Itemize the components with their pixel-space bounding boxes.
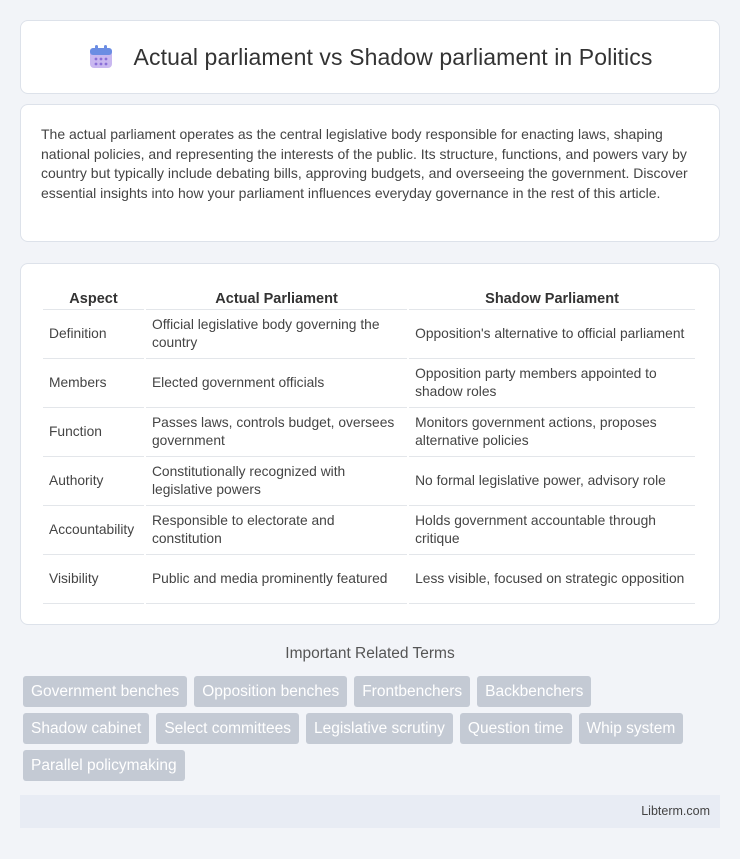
table-row	[43, 506, 695, 555]
aspect-cell: Members	[43, 359, 144, 408]
related-term-tag[interactable]: Select committees	[156, 713, 299, 744]
related-term-tag[interactable]: Frontbenchers	[354, 676, 470, 707]
related-terms-list	[23, 676, 723, 787]
related-terms-title: Important Related Terms	[285, 645, 455, 662]
related-term-tag[interactable]: Backbenchers	[477, 676, 591, 707]
footer-site-link[interactable]: Libterm.com	[641, 804, 710, 818]
actual-cell: Responsible to electorate and constitution	[146, 506, 407, 555]
actual-cell: Official legislative body governing the country	[146, 310, 407, 359]
actual-cell: Elected government officials	[146, 359, 407, 408]
related-term-tag[interactable]: Shadow cabinet	[23, 713, 149, 744]
shadow-cell: Holds government accountable through critique	[409, 506, 695, 555]
related-term-tag[interactable]: Opposition benches	[194, 676, 347, 707]
actual-cell: Constitutionally recognized with legislative powers	[146, 457, 407, 506]
aspect-cell: Accountability	[43, 506, 144, 555]
aspect-cell: Visibility	[43, 555, 144, 604]
shadow-cell: Monitors government actions, proposes alternative policies	[409, 408, 695, 457]
comparison-card	[20, 263, 720, 625]
calendar-icon	[88, 44, 114, 70]
related-term-tag[interactable]: Whip system	[579, 713, 684, 744]
header-aspect: Aspect	[43, 284, 144, 310]
related-term-tag[interactable]: Parallel policymaking	[23, 750, 185, 781]
aspect-cell: Authority	[43, 457, 144, 506]
intro-text: The actual parliament operates as the central legislative body responsible for enacting laws, shaping national policies, and representing the interests of the public. Its structure, functions, and powers vary by country but typically include debating bills, approving budgets, and overseeing the government. Discover essential insights into how your parliament influences everyday governance in the rest of this article.	[41, 126, 688, 201]
actual-cell: Passes laws, controls budget, oversees government	[146, 408, 407, 457]
related-term-tag[interactable]: Question time	[460, 713, 572, 744]
shadow-cell: Opposition party members appointed to shadow roles	[409, 359, 695, 408]
related-term-tag[interactable]: Legislative scrutiny	[306, 713, 453, 744]
table-row	[43, 310, 695, 359]
comparison-table	[41, 284, 697, 604]
shadow-cell: No formal legislative power, advisory role	[409, 457, 695, 506]
shadow-cell: Opposition's alternative to official parliament	[409, 310, 695, 359]
aspect-cell: Definition	[43, 310, 144, 359]
footer	[20, 795, 720, 828]
intro-card	[20, 104, 720, 242]
table-row	[43, 555, 695, 604]
shadow-cell: Less visible, focused on strategic opposition	[409, 555, 695, 604]
table-row	[43, 457, 695, 506]
table-row	[43, 408, 695, 457]
table-header-row	[43, 284, 695, 310]
header-shadow: Shadow Parliament	[409, 284, 695, 310]
table-row	[43, 359, 695, 408]
page-title: Actual parliament vs Shadow parliament in Politics	[133, 43, 653, 70]
actual-cell: Public and media prominently featured	[146, 555, 407, 604]
aspect-cell: Function	[43, 408, 144, 457]
related-term-tag[interactable]: Government benches	[23, 676, 187, 707]
header-card	[20, 20, 720, 94]
header-actual: Actual Parliament	[146, 284, 407, 310]
